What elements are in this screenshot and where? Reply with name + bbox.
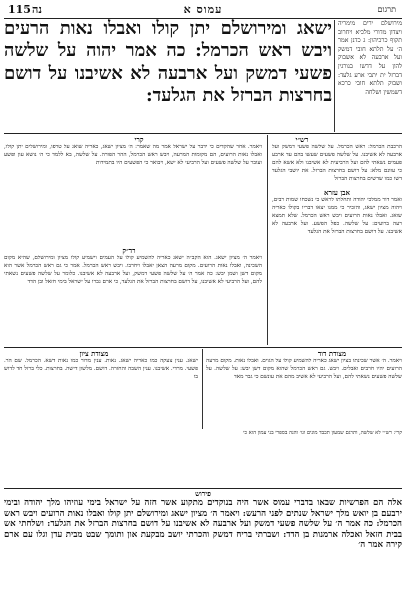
talmud-style-page — [4, 2, 402, 596]
malbim-kri-label: קרי — [134, 135, 144, 144]
page-number: 115 — [8, 3, 31, 16]
targum-header: תרגום — [377, 5, 396, 14]
verse-bottom-rule — [4, 133, 402, 134]
hebrew-page-number: נה — [32, 3, 42, 16]
rashi-commentary: הרכבת הכרמל: ראש הכרמל. על שלשה פשעי דמשק ועל ארבעה לא אשיבנו. על שלשה פשעים שעשו בהם עד ארבע פעמים נשאתי להם ועל הרביעית לא אשיבנו ולא אשא להם כי עוונם מלא: על דושם בחרצות הברזל. את יושבי הגלעד דשו כמו שדשים בחרצות הברזל — [272, 144, 402, 182]
targum-column: מירושלם ירים מימריה ויצדון מדורי מלכיא ויחרוב תקוף כרכיהון: ג כדנן אמר ה׳ על תלתא חובי דמשק ועל ארבעה לא אשבוק להון על דדשו בנורגין דברזל ית יתבי ארע גלעד: ושבוק תלתא חובי כרכא דשמשין ושלחה — [334, 20, 402, 132]
metzudat-david-label: מצודת דוד — [317, 349, 347, 358]
perush-label: פירוש — [195, 489, 211, 498]
column-divider-right — [267, 135, 268, 345]
malbim-commentary: ויאמר. אחר שהקדים כי ידבר על ישראל אמר מה שאמר: ה׳ מציון ישאג, כאריה שואג על טרפו, ומירושלים יתן קולו, ואבלו נאות הרועים, הם מקומות המרעה, ויבש ראש הכרמל, ההר הפורה. על שלשה, בא ללמד כי ה׳ נושא עון ופשע ועובר על שלשה פשעים ועל הרביעי לא ישא, ויבואר כי הפשעים היו בתמידות — [4, 144, 262, 166]
radak-label: רד״ק — [122, 246, 136, 255]
metzudat-zion-commentary: ישאג. ענין צעקה כמו כאריה ישאג. נאות. ענין מדור כמו נאות דשא. הכרמל. שם הר. פשעי. מרדי. אשיבנו. ענין השבה והחזרה. דושם. מלשון דישה. בחרצות. כלי ברזל חד לדוש בו — [4, 358, 198, 380]
book-chapter-title: עמוס א — [183, 3, 223, 16]
radak-commentary: ויאמר ה׳ מציון ישאג. הוא הקב״ה ישאג כאריה להשמיע קולו על העמים וישמיע קולו מציון ומירושלם, שהיא מקום השכינה, ואבלו נאות הרועים. מקום מרעה הצאן יאבלו ויחרבו. ויבש ראש הכרמל. אמר כי גם ראש הכרמל אשר הוא מקום דשן ושמן יבש: כה אמר ה׳ על שלשה פשעי דמשק, ועל ארבעה לא אשיבנו. כלומר על שלשה פשעים נשאתי להם, ועל הרביעי לא אשיבנו, על דושם בחרצות הברזל את הגלעד, כי ארם גברו על ישראל בימי חזאל ובן הדד — [4, 255, 262, 285]
rashi-label: רש״י — [295, 135, 309, 144]
metzudat-zion-label: מצודת ציון — [79, 349, 109, 358]
metzudot-divider — [202, 349, 203, 429]
metzudat-david-commentary: ויאמר. ה׳ אשר שכינתו בציון ישאג כאריה להשמיע קולו על הגוים. ואבלו נאות. מקום מרעה הרועים יהיו חרבים ואבלים. ויבש. גם ראש הכרמל שהוא מקום דשן יבש: על שלשה. על שלשה פשעים נשאתי להם, ועל הרביעי לא אשיב מהם את עונשם כי גבר מאד — [206, 358, 402, 380]
even-ezra-commentary: ואמר דור ממלכי יהודה ותחלתו לראש כי נשכחו שמות רבים, ויהוה מציון ישאג, והזכיר כי ממנו יצאו דבריו בקולו כאריה שואג. ואבלו נאות הרועים ויבש ראש הכרמל. שלא תמצא רעה ברועים: על שלשה. כפל הפשע. ועל ארבעה לא אשיבנו. על דושם בחרצות הברזל את הגלעד — [272, 197, 402, 235]
running-header — [4, 2, 402, 18]
footer-notes: קרי: רש״י לא שלשה, ותרגם שמעון תכבד מונים וגו׳ והנה בספרי בני עמון הוא כי — [243, 430, 402, 436]
even-ezra-label: אבן עזרא — [324, 188, 350, 197]
main-verse-text: ישאג ומירושלם יתן קולו ואבלו נאות הרעים ויבש ראש הכרמל: כה אמר יהוה על שלשה פשעי דמשק ועל ארבעה לא אשיבנו על דושם בחרצות הברזל את הגלעד: — [4, 18, 332, 107]
middle-rule — [4, 347, 402, 348]
perush-text: אלה הם הפרשיות שבאו בדברי עמוס אשר היה בנוקדים מתקוע אשר חזה על ישראל בימי עוזיהו מלך יהודה ובימי ירבעם בן יואש מלך ישראל שנתים לפני הרעש: ויאמר ה׳ מציון ישאג ומירושלם יתן קולו ואבלו נאות הרועים ויבש ראש הכרמל: כה אמר ה׳ על שלשה פשעי דמשק ועל ארבעה לא אשיבנו על דושם בחרצות הברזל את הגלעד: ושלחתי אש בבית חזאל ואכלה ארמנות בן הדד: ושברתי בריח דמשק והכרתי יושב מבקעת און ותומך שבט מבית עדן וגלו עם ארם קירה אמר ה׳ — [4, 498, 402, 551]
